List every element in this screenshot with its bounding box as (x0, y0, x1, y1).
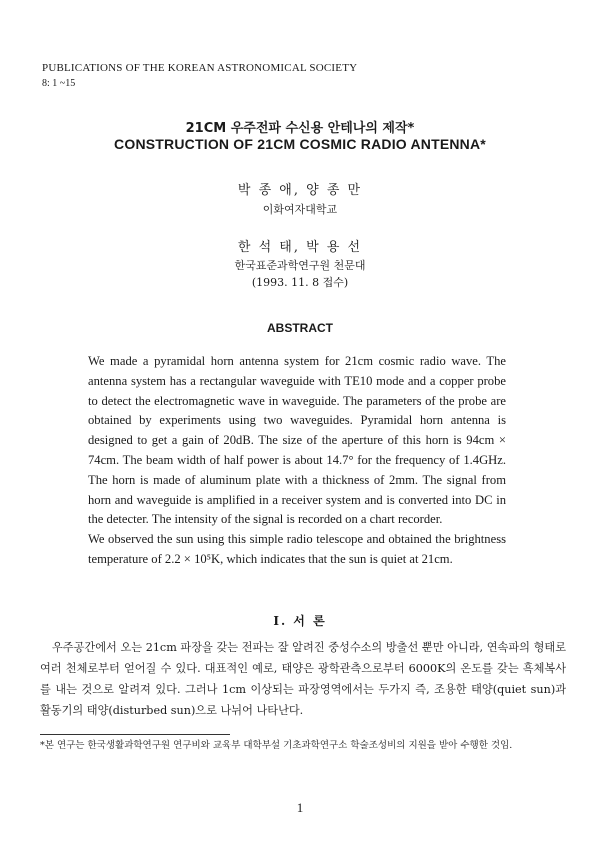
journal-volume-pages: 8: 1 ~15 (42, 78, 76, 89)
abstract-heading: ABSTRACT (267, 321, 333, 335)
affiliation-1: 이화여자대학교 (262, 203, 338, 216)
authors-group-1: 박 종 애, 양 종 만 (237, 183, 363, 198)
footnote-divider (40, 734, 230, 735)
abstract-paragraph-1: We made a pyramidal horn antenna system for 21cm cosmic radio wave. The antenna system has a rectangular waveguide with TE10 mode and a copper probe to detect the electromagnetic wave in waveguide. The parameters of the probe are obtained by experiments using two waveguides. Pyramidal horn antenna is designed to get a gain of 20dB. The size of the aperture of this horn is 94cm × 74cm. The beam width of half power is about 14.7° for the frequency of 1.4GHz. The horn is made of aluminum plate with a thickness of 2mm. The signal from horn and waveguide is amplified in a receiver system and is converted into DC in the detecter. The intensity of the signal is recorded on a chart recorder. (88, 354, 506, 527)
page-number: 1 (296, 800, 304, 815)
received-date: (1993. 11. 8 접수) (251, 276, 349, 289)
authors-group-2: 한 석 태, 박 용 선 (237, 240, 363, 255)
title-english: CONSTRUCTION OF 21CM COSMIC RADIO ANTENNA* (114, 136, 486, 152)
abstract-paragraph-2: We observed the sun using this simple radio telescope and obtained the brightness temperature of 2.2 × 10⁵K, which indicates that the sun is quiet at 21cm. (88, 532, 506, 566)
abstract-body (88, 352, 506, 570)
footnote: *본 연구는 한국생활과학연구원 연구비와 교육부 대학부설 기초과학연구소 학술조성비의 지원을 받아 수행한 것임. (40, 740, 513, 751)
title-korean: 21CM 우주전파 수신용 안테나의 제작* (185, 121, 415, 136)
journal-name: PUBLICATIONS OF THE KOREAN ASTRONOMICAL SOCIETY (42, 62, 358, 74)
affiliation-2: 한국표준과학연구원 천문대 (234, 259, 366, 272)
section-heading: I. 서 론 (273, 614, 327, 628)
section-body: 우주공간에서 오는 21cm 파장을 갖는 전파는 잘 알려진 중성수소의 방출선 뿐만 아니라, 연속파의 형태로 여러 천체로부터 얻어질 수 있다. 대표적인 예로, 태양은 광학관측으로부터 6000K의 온도를 갖는 흑체복사를 내는 것으로 알려져 있다. 그러나 1cm 이상되는 파장영역에서는 두가지 즉, 조용한 태양(quiet sun)과 활동기의 태양(disturbed sun)으로 나뉘어 나타난다. (40, 641, 566, 717)
